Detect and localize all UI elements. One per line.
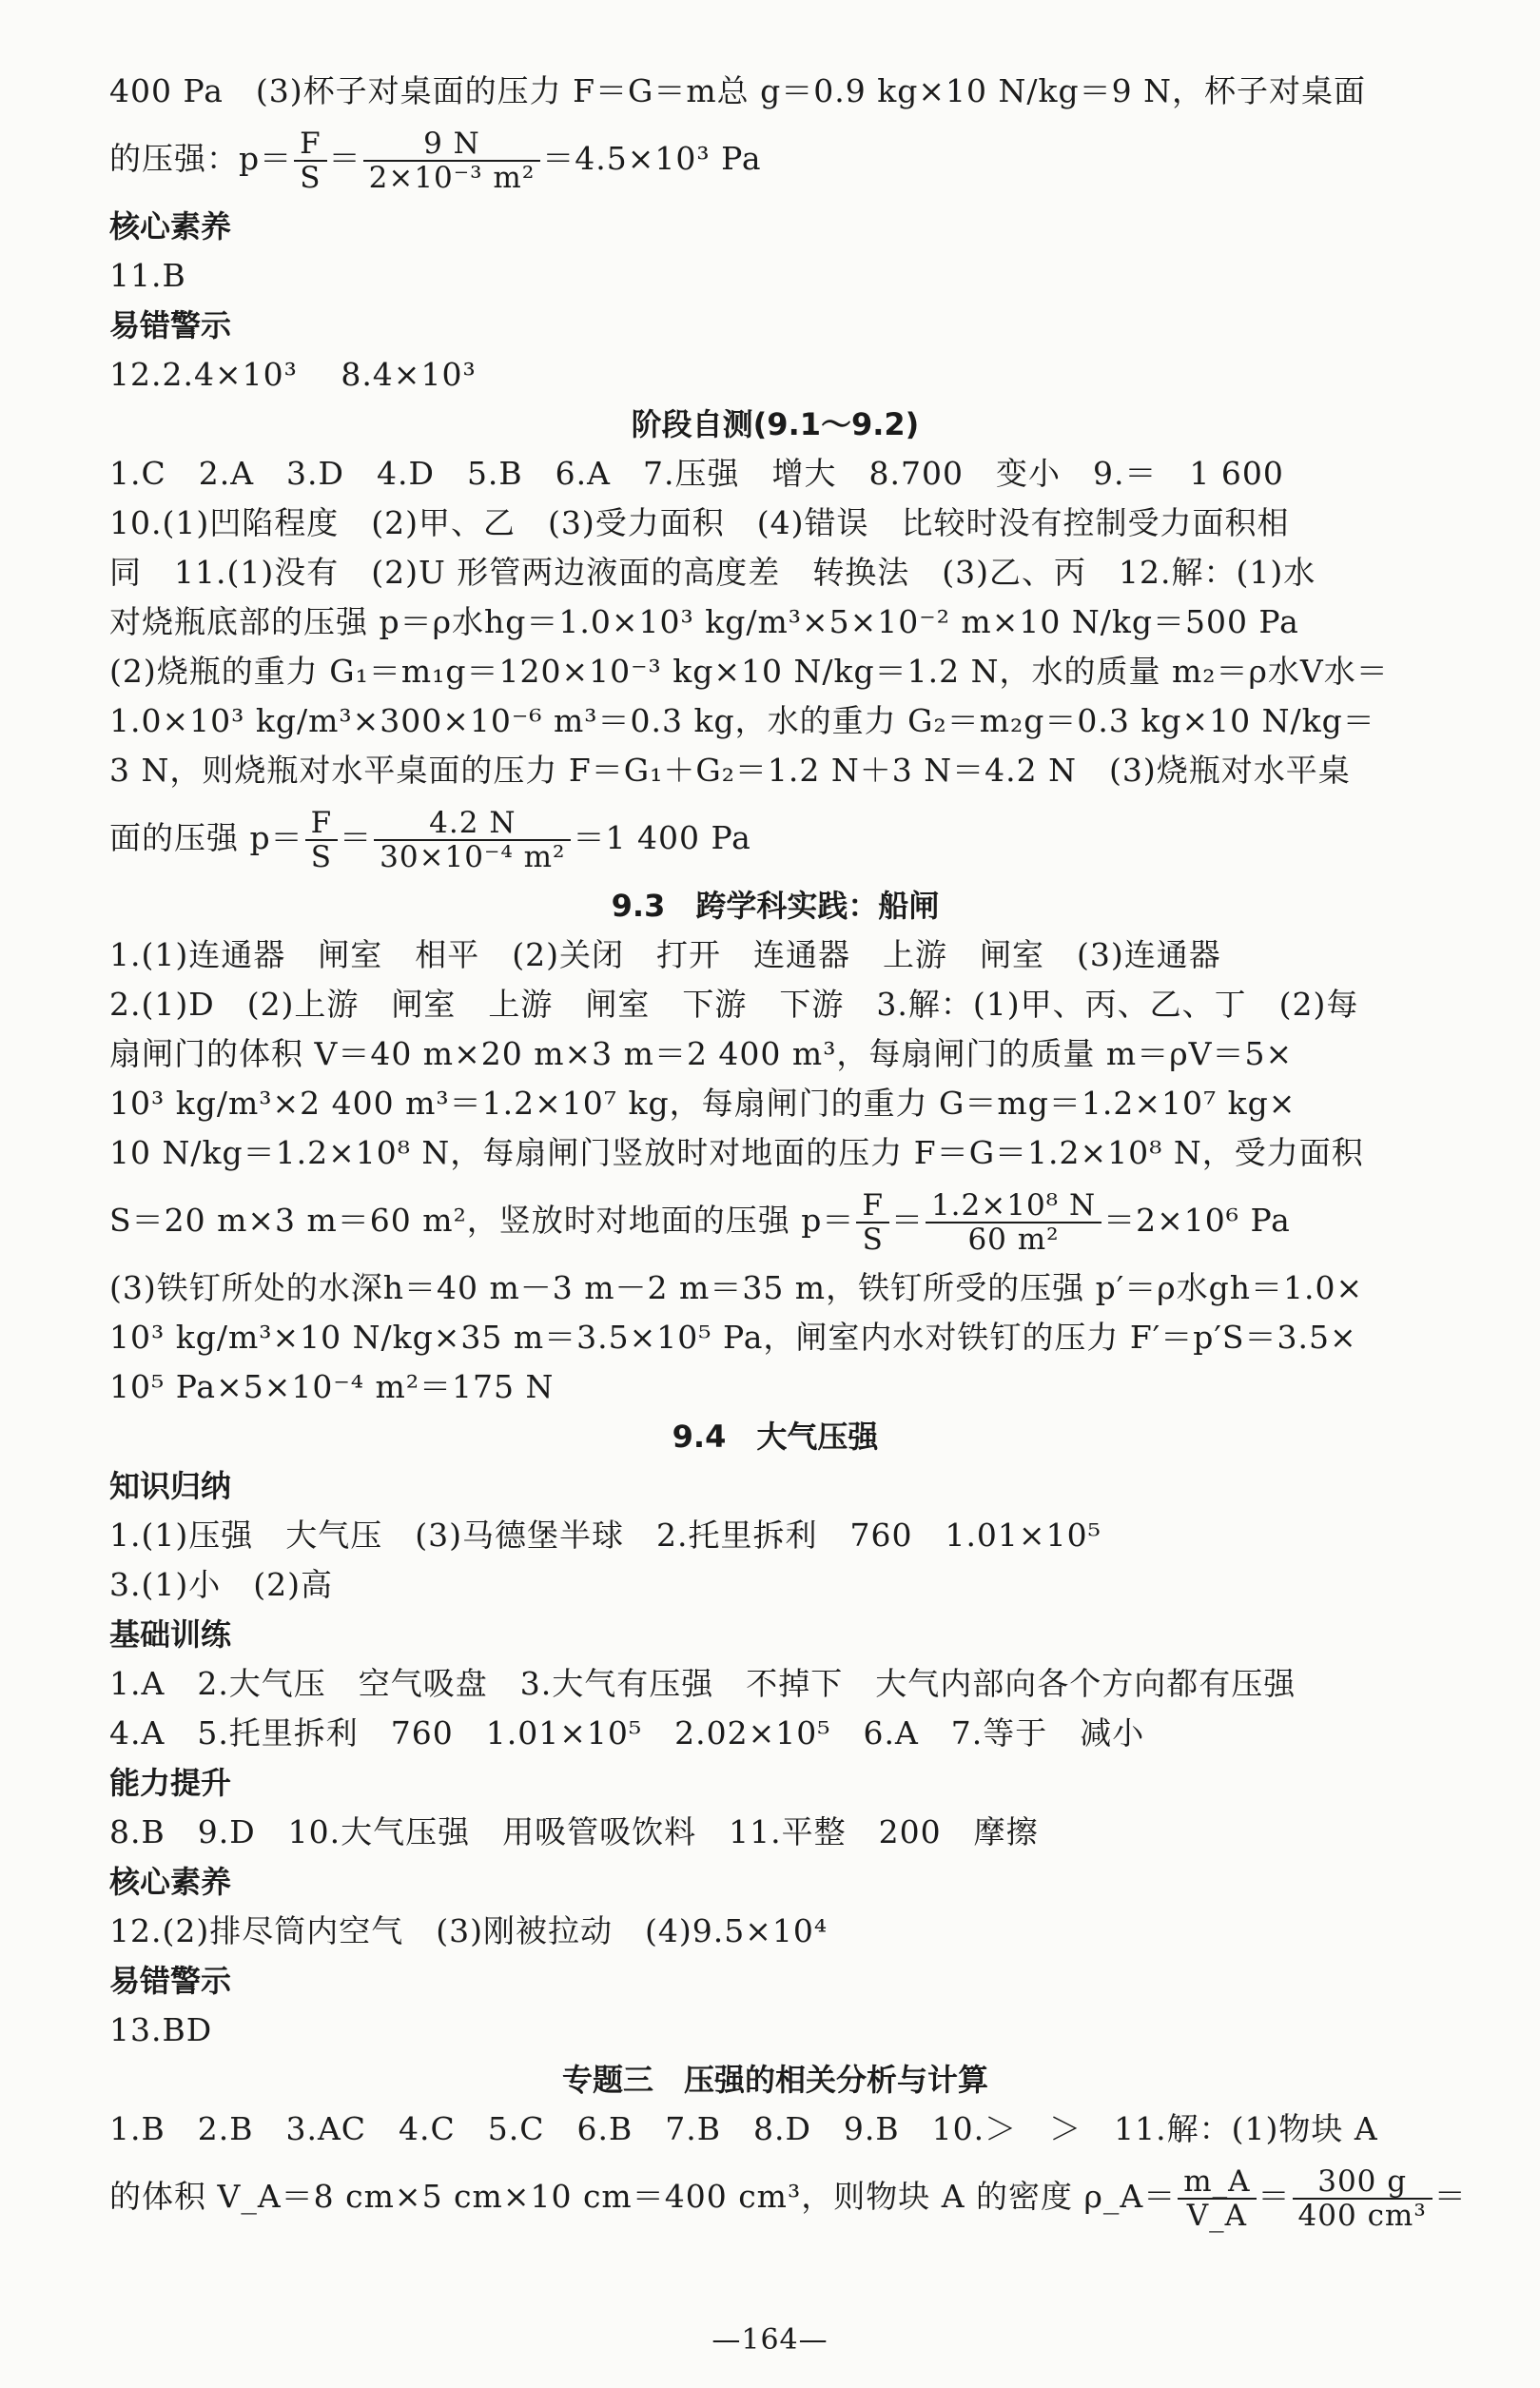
- fraction: [856, 1189, 889, 1256]
- chapter-title: 9.3 跨学科实践：船闸: [611, 888, 940, 924]
- denominator: V_A: [1186, 2199, 1248, 2233]
- text-line: 1.B 2.B 3.AC 4.C 5.C 6.B 7.B 8.D 9.B 10.＞ ＞ 11.解：(1)物块 A: [109, 2110, 1378, 2147]
- chapter-title: 阶段自测(9.1～9.2): [631, 406, 920, 442]
- denominator: S: [310, 840, 332, 874]
- text-line: 10³ kg/m³×2 400 m³＝1.2×10⁷ kg，每扇闸门的重力 G＝mg＝1.2×10⁷ kg×: [109, 1085, 1296, 1122]
- text-line: (3)铁钉所处的水深h＝40 m－3 m－2 m＝35 m，铁钉所受的压强 p′＝ρ水gh＝1.0×: [109, 1269, 1364, 1306]
- text-line: 1.C 2.A 3.D 4.D 5.B 6.A 7.压强 增大 8.700 变小 9.＝ 1 600: [109, 455, 1284, 492]
- numerator: 9 N: [363, 127, 541, 162]
- denominator: 2×10⁻³ m²: [368, 161, 536, 195]
- text-line: 的压强：p＝ $\frac{F}{S}$ ＝ $\frac{9 N}{\text{2×10⁻³ m²}}$ ＝4.5×10³ Pa: [109, 126, 762, 195]
- text-line: 对烧瓶底部的压强 p＝ρ水hg＝1.0×10³ kg/m³×5×10⁻² m×10 N/kg＝500 Pa: [109, 603, 1299, 640]
- text-line: (2)烧瓶的重力 G₁＝m₁g＝120×10⁻³ kg×10 N/kg＝1.2 N，水的质量 m₂＝ρ水V水＝: [109, 653, 1389, 690]
- text-fragment: 的体积 V_A＝8 cm×5 cm×10 cm＝400 cm³，则物块 A 的密度 ρ_A＝: [109, 2178, 1177, 2215]
- text-line: 10³ kg/m³×10 N/kg×35 m＝3.5×10⁵ Pa，闸室内水对铁钉的压力 F′＝p′S＝3.5×: [109, 1319, 1357, 1356]
- text-line: 1.A 2.大气压 空气吸盘 3.大气有压强 不掉下 大气内部向各个方向都有压强: [109, 1665, 1296, 1702]
- text-line: 12.2.4×10³ 8.4×10³: [109, 356, 477, 393]
- text-fragment: ＝4.5×10³ Pa: [542, 140, 762, 177]
- text-line: 4.A 5.托里拆利 760 1.01×10⁵ 2.02×10⁵ 6.A 7.等于 减小: [109, 1714, 1145, 1752]
- text-line: 扇闸门的体积 V＝40 m×20 m×3 m＝2 400 m³，每扇闸门的质量 m＝ρV＝5×: [109, 1035, 1294, 1072]
- section-heading: 基础训练: [109, 1616, 232, 1653]
- text-fragment: 面的压强 p＝: [109, 819, 303, 856]
- denominator: S: [300, 161, 322, 195]
- denominator: 60 m²: [967, 1223, 1060, 1257]
- answer-page: [109, 67, 1467, 2240]
- text-line: 同 11.(1)没有 (2)U 形管两边液面的高度差 转换法 (3)乙、丙 12.解：(1)水: [109, 554, 1316, 591]
- text-line: 的体积 V_A＝8 cm×5 cm×10 cm＝400 cm³，则物块 A 的密度 ρ_A＝ $\frac{m\_A}{V\_A}$ ＝ $\frac{300 g}{\text{400 cm³}}$ ＝: [109, 2163, 1467, 2233]
- text-line: 400 Pa (3)杯子对桌面的压力 F＝G＝m总 g＝0.9 kg×10 N/kg＝9 N，杯子对桌面: [109, 72, 1366, 109]
- section-heading: 易错警示: [109, 307, 232, 343]
- numerator: 4.2 N: [374, 807, 571, 841]
- text-line: 8.B 9.D 10.大气压强 用吸管吸饮料 11.平整 200 摩擦: [109, 1813, 1039, 1850]
- fraction: [1293, 2165, 1433, 2232]
- denominator: 30×10⁻⁴ m²: [380, 840, 566, 874]
- text-line: 3 N，则烧瓶对水平桌面的压力 F＝G₁＋G₂＝1.2 N＋3 N＝4.2 N (3)烧瓶对水平桌: [109, 752, 1351, 789]
- text-fragment: ＝: [1433, 2178, 1467, 2215]
- numerator: 300 g: [1293, 2165, 1433, 2200]
- text-fragment: S＝20 m×3 m＝60 m²，竖放时对地面的压强 p＝: [109, 1202, 855, 1239]
- text-fragment: ＝1 400 Pa: [573, 819, 751, 856]
- page-number: —164—: [712, 2323, 828, 2357]
- numerator: F: [856, 1189, 889, 1223]
- numerator: F: [294, 127, 327, 162]
- text-line: 12.(2)排尽筒内空气 (3)刚被拉动 (4)9.5×10⁴: [109, 1912, 828, 1949]
- section-heading: 核心素养: [109, 1864, 232, 1900]
- chapter-title: 专题三 压强的相关分析与计算: [561, 2062, 988, 2098]
- text-line: 1.(1)压强 大气压 (3)马德堡半球 2.托里拆利 760 1.01×10⁵: [109, 1517, 1101, 1554]
- text-line: 1.0×10³ kg/m³×300×10⁻⁶ m³＝0.3 kg，水的重力 G₂＝m₂g＝0.3 kg×10 N/kg＝: [109, 702, 1375, 739]
- text-line: 面的压强 p＝ $\frac{F}{S}$ ＝ $\frac{4.2 N}{\text{30×10⁻⁴ m²}}$ ＝1 400 Pa: [109, 805, 751, 874]
- fraction: [1178, 2165, 1256, 2232]
- denominator: 400 cm³: [1297, 2199, 1427, 2233]
- fraction: [926, 1189, 1101, 1256]
- text-fragment: 的压强：p＝: [109, 140, 293, 177]
- fraction: [305, 807, 339, 873]
- fraction: [363, 127, 541, 194]
- fraction: [294, 127, 327, 194]
- denominator: S: [862, 1223, 884, 1257]
- text-line: S＝20 m×3 m＝60 m²，竖放时对地面的压强 p＝ $\frac{F}{S}$ ＝ $\frac{\text{1.2×10⁸ N}}{\text{60 m²}}$ ＝2×10⁶ Pa: [109, 1187, 1291, 1257]
- text-line: 2.(1)D (2)上游 闸室 上游 闸室 下游 下游 3.解：(1)甲、丙、乙、丁 (2)每: [109, 986, 1359, 1023]
- numerator: 1.2×10⁸ N: [926, 1189, 1101, 1223]
- section-heading: 核心素养: [109, 208, 232, 245]
- text-line: 11.B: [109, 257, 186, 294]
- text-line: 10 N/kg＝1.2×10⁸ N，每扇闸门竖放时对地面的压力 F＝G＝1.2×10⁸ N，受力面积: [109, 1134, 1364, 1171]
- chapter-title: 9.4 大气压强: [672, 1419, 879, 1455]
- section-heading: 知识归纳: [109, 1468, 232, 1504]
- numerator: F: [305, 807, 339, 841]
- numerator: m_A: [1178, 2165, 1256, 2200]
- text-line: 3.(1)小 (2)高: [109, 1566, 333, 1603]
- text-line: 10⁵ Pa×5×10⁻⁴ m²＝175 N: [109, 1368, 555, 1405]
- text-line: 13.BD: [109, 2011, 213, 2048]
- section-heading: 能力提升: [109, 1765, 232, 1801]
- text-line: 1.(1)连通器 闸室 相平 (2)关闭 打开 连通器 上游 闸室 (3)连通器: [109, 936, 1221, 973]
- section-heading: 易错警示: [109, 1963, 232, 1999]
- text-line: 10.(1)凹陷程度 (2)甲、乙 (3)受力面积 (4)错误 比较时没有控制受力面积相: [109, 504, 1290, 541]
- text-fragment: ＝2×10⁶ Pa: [1103, 1202, 1291, 1239]
- fraction: [374, 807, 571, 873]
